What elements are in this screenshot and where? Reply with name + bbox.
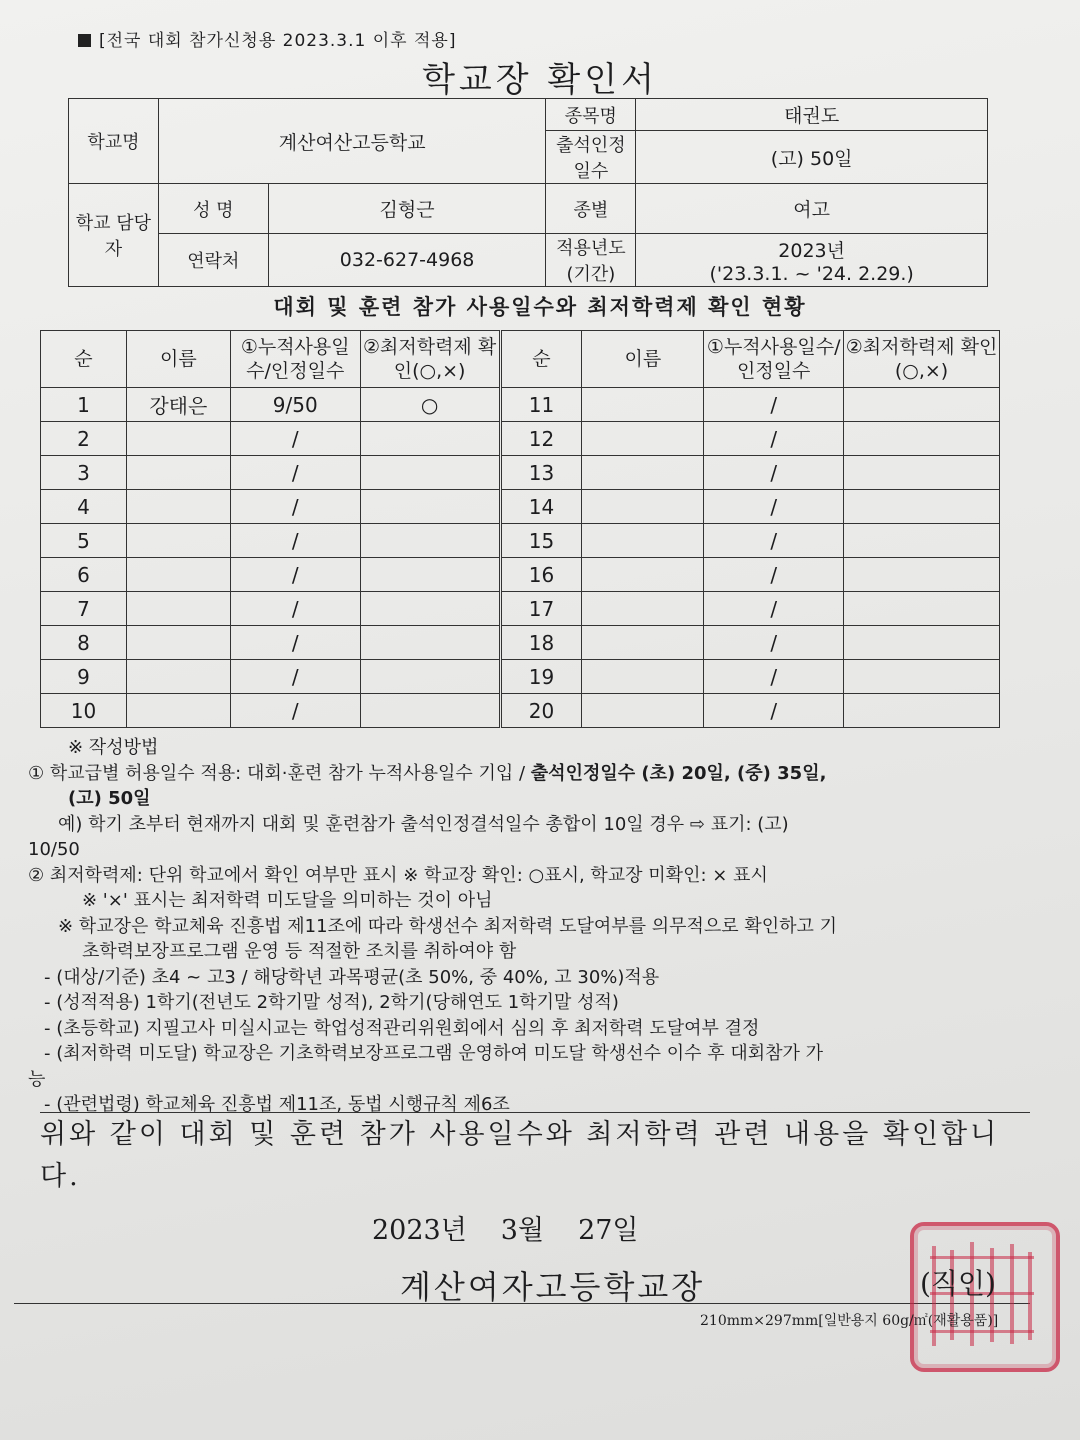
header-no-right: 순: [500, 331, 582, 388]
detail-4: - (최저학력 미도달) 학교장은 기초학력보장프로그램 운영하여 미도달 학생선수 이수 후 대회참가 가: [44, 1043, 823, 1064]
row-name: [126, 558, 230, 592]
row-days: 9/50: [230, 388, 360, 422]
row-days: /: [704, 388, 844, 422]
row-name: [126, 626, 230, 660]
row-name: [126, 490, 230, 524]
form-note-text: [전국 대회 참가신청용 2023.3.1 이후 적용]: [99, 31, 457, 51]
row-check: [844, 592, 1000, 626]
row-check: [844, 490, 1000, 524]
divider: [40, 1112, 1030, 1113]
row-name: [126, 660, 230, 694]
table-row: [41, 456, 1000, 490]
issue-date: [372, 1208, 673, 1247]
row-days: /: [704, 660, 844, 694]
table-row: [41, 558, 1000, 592]
table-row: [41, 490, 1000, 524]
confirmation-statement: 위와 같이 대회 및 훈련 참가 사용일수와 최저학력 관련 내용을 확인합니다.: [40, 1119, 1000, 1192]
footer-divider: [14, 1303, 1030, 1304]
row-check: [360, 694, 500, 728]
row-days: /: [704, 456, 844, 490]
document-title: 학교장 확인서: [422, 60, 658, 100]
header-check-left: ②최저학력제 확인(○,×): [360, 331, 500, 388]
row-name: [126, 456, 230, 490]
row-no: 1: [41, 388, 127, 422]
row-days: /: [230, 490, 360, 524]
table-row: [41, 422, 1000, 456]
detail-2: - (성적적용) 1학기(전년도 2학기말 성적), 2학기(당해연도 1학기말 성적): [44, 992, 619, 1013]
table-row: [41, 388, 1000, 422]
row-name: 강태은: [126, 388, 230, 422]
header-no-left: 순: [41, 331, 127, 388]
row-name: [126, 592, 230, 626]
period-year: 2023년: [778, 239, 846, 262]
type-value: 여고: [636, 184, 988, 234]
note-1: [28, 761, 1028, 787]
row-days: /: [704, 524, 844, 558]
row-no: 17: [500, 592, 582, 626]
row-check: [360, 626, 500, 660]
row-days: /: [230, 422, 360, 456]
table-row: [41, 660, 1000, 694]
header-days-left: ①누적사용일수/인정일수: [230, 331, 360, 388]
row-name: [582, 626, 704, 660]
row-no: 7: [41, 592, 127, 626]
period-label: 적용년도 (기간): [546, 234, 636, 287]
sport-value: 태권도: [636, 99, 988, 131]
row-no: 6: [41, 558, 127, 592]
row-no: 20: [500, 694, 582, 728]
row-days: /: [704, 592, 844, 626]
row-name: [582, 456, 704, 490]
row-check: [844, 558, 1000, 592]
table-row: [41, 626, 1000, 660]
school-label: 학교명: [69, 99, 159, 184]
row-name: [126, 422, 230, 456]
row-no: 3: [41, 456, 127, 490]
row-check: [844, 388, 1000, 422]
paper-spec: 210mm×297mm[일반용지 60g/㎡(재활용품)]: [700, 1313, 999, 1329]
row-check: [844, 456, 1000, 490]
section-title: 대회 및 훈련 참가 사용일수와 최저학력제 확인 현황: [273, 295, 807, 319]
note-1-bold: 출석인정일수 (초) 20일, (중) 35일,: [530, 762, 827, 784]
row-no: 13: [500, 456, 582, 490]
square-bullet-icon: [78, 34, 91, 47]
row-days: /: [704, 694, 844, 728]
row-days: /: [230, 592, 360, 626]
row-check: [360, 456, 500, 490]
note-2-b-cont: 초학력보장프로그램 운영 등 적절한 조치를 취하여야 함: [82, 941, 517, 962]
note-2: ② 최저학력제: 단위 학교에서 확인 여부만 표시 ※ 학교장 확인: ○표시, 학교장 미확인: × 표시: [28, 864, 768, 886]
attendance-records-table: [40, 330, 1000, 728]
attendance-label: 출석인정 일수: [546, 131, 636, 184]
row-name: [582, 558, 704, 592]
row-name: [582, 660, 704, 694]
row-days: /: [230, 660, 360, 694]
row-no: 15: [500, 524, 582, 558]
name-label: 성 명: [158, 184, 268, 234]
row-days: /: [230, 558, 360, 592]
row-check: [360, 660, 500, 694]
school-info-table: [68, 98, 988, 287]
staff-name: 김형근: [268, 184, 546, 234]
row-no: 10: [41, 694, 127, 728]
row-name: [582, 694, 704, 728]
row-no: 19: [500, 660, 582, 694]
row-check: [360, 558, 500, 592]
row-no: 4: [41, 490, 127, 524]
row-name: [126, 524, 230, 558]
row-check: [844, 422, 1000, 456]
row-check: [360, 592, 500, 626]
row-check: [844, 626, 1000, 660]
row-no: 11: [500, 388, 582, 422]
table-row: [41, 592, 1000, 626]
row-no: 14: [500, 490, 582, 524]
note-2-a: ※ '×' 표시는 최저학력 미도달을 의미하는 것이 아님: [82, 890, 493, 911]
note-1-text: ① 학교급별 허용일수 적용: 대회·훈련 참가 누적사용일수 기입 /: [28, 762, 531, 784]
attendance-value: (고) 50일: [636, 131, 988, 184]
note-2-b: ※ 학교장은 학교체육 진흥법 제11조에 따라 학생선수 최저학력 도달여부를 의무적으로 확인하고 기: [58, 915, 838, 937]
row-days: /: [230, 694, 360, 728]
row-check: ○: [360, 388, 500, 422]
row-no: 8: [41, 626, 127, 660]
row-no: 5: [41, 524, 127, 558]
row-name: [582, 422, 704, 456]
header-check-right: ②최저학력제 확인(○,×): [844, 331, 1000, 388]
row-check: [360, 422, 500, 456]
period-value: [636, 234, 988, 287]
row-check: [844, 524, 1000, 558]
header-days-right: ①누적사용일수/인정일수: [704, 331, 844, 388]
row-no: 12: [500, 422, 582, 456]
header-name-right: 이름: [582, 331, 704, 388]
row-no: 18: [500, 626, 582, 660]
note-1-example-cont: 10/50: [28, 839, 80, 860]
row-name: [582, 388, 704, 422]
issue-month: 3월: [500, 1215, 545, 1246]
detail-4-cont: 능: [28, 1068, 46, 1090]
contact-label: 연락처: [158, 234, 268, 287]
type-label: 종별: [546, 184, 636, 234]
row-days: /: [704, 422, 844, 456]
header-name-left: 이름: [126, 331, 230, 388]
row-no: 9: [41, 660, 127, 694]
detail-5: - (관련법령) 학교체육 진흥법 제11조, 동법 시행규칙 제6조: [44, 1094, 510, 1115]
records-body: [41, 388, 1000, 728]
row-days: /: [704, 558, 844, 592]
note-1-cont: (고) 50일: [68, 788, 151, 809]
detail-3: - (초등학교) 지필고사 미실시교는 학업성적관리위원회에서 심의 후 최저학력 도달여부 결정: [44, 1017, 760, 1039]
row-no: 16: [500, 558, 582, 592]
row-days: /: [230, 456, 360, 490]
row-no: 2: [41, 422, 127, 456]
issue-day: 27일: [578, 1215, 639, 1246]
period-range: ('23.3.1. ~ '24. 2.29.): [709, 262, 914, 285]
sport-label: 종목명: [546, 99, 636, 131]
seal-label: (직인): [920, 1267, 996, 1300]
row-name: [582, 592, 704, 626]
row-days: /: [704, 626, 844, 660]
row-check: [844, 694, 1000, 728]
row-days: /: [230, 626, 360, 660]
note-1-example: 예) 학기 초부터 현재까지 대회 및 훈련참가 출석인정결석일수 총합이 10일 경우 ⇨ 표기: (고): [58, 813, 789, 835]
row-name: [126, 694, 230, 728]
detail-1: - (대상/기준) 초4 ~ 고3 / 해당학년 과목평균(초 50%, 중 40%, 고 30%)적용: [44, 966, 660, 988]
table-row: [41, 694, 1000, 728]
school-name: 계산여산고등학교: [158, 99, 546, 184]
row-name: [582, 524, 704, 558]
row-check: [844, 660, 1000, 694]
staff-label: 학교 담당자: [69, 184, 159, 287]
issue-year: 2023년: [372, 1215, 467, 1246]
row-days: /: [230, 524, 360, 558]
instructions-heading: ※ 작성방법: [68, 737, 159, 758]
principal-title: 계산여자고등학교장: [400, 1268, 706, 1306]
row-days: /: [704, 490, 844, 524]
instructions: [28, 735, 1028, 1118]
contact-value: 032-627-4968: [268, 234, 546, 287]
row-check: [360, 524, 500, 558]
row-name: [582, 490, 704, 524]
form-note: [78, 26, 456, 51]
table-row: [41, 524, 1000, 558]
row-check: [360, 490, 500, 524]
